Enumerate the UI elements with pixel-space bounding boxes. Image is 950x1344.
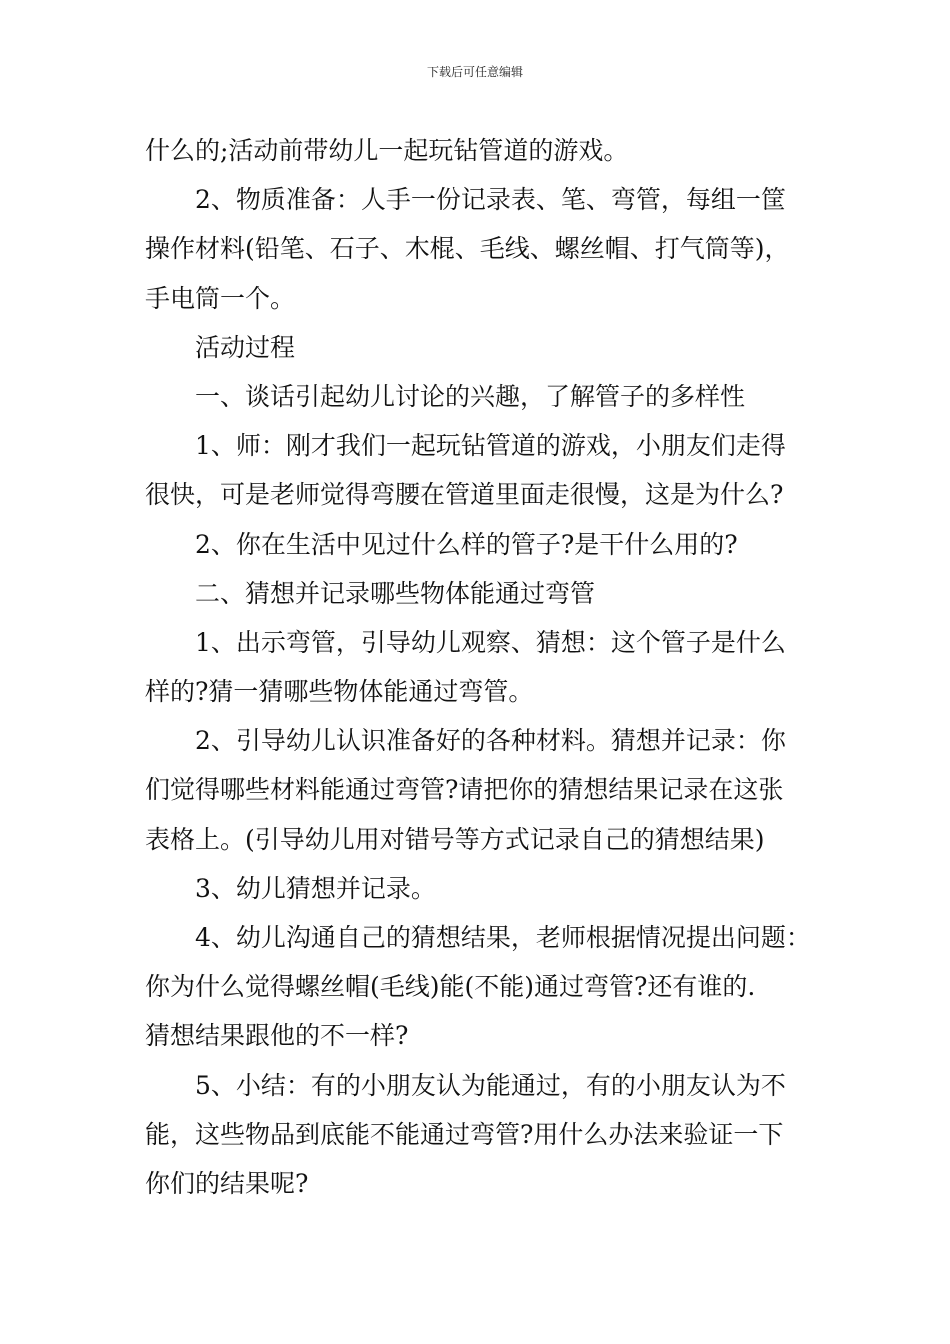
text-line: 猜想结果跟他的不一样? bbox=[145, 1021, 409, 1051]
text-line: 样的?猜一猜哪些物体能通过弯管。 bbox=[145, 677, 534, 707]
section-heading: 活动过程 bbox=[195, 332, 296, 362]
text-line: 4、幼儿沟通自己的猜想结果，老师根据情况提出问题： bbox=[195, 923, 811, 952]
text-line: 操作材料(铅笔、石子、木棍、毛线、螺丝帽、打气筒等)， bbox=[145, 234, 790, 264]
text-line: 你为什么觉得螺丝帽(毛线)能(不能)通过弯管?还有谁的. bbox=[145, 972, 756, 1002]
text-line: 2、物质准备：人手一份记录表、笔、弯管，每组一筐 bbox=[195, 185, 786, 215]
page-header: 下载后可任意编辑 bbox=[426, 65, 523, 79]
section-heading: 二、猜想并记录哪些物体能通过弯管 bbox=[195, 578, 596, 608]
text-line: 2、你在生活中见过什么样的管子?是干什么用的? bbox=[195, 529, 738, 559]
text-line: 1、出示弯管，引导幼儿观察、猜想：这个管子是什么 bbox=[195, 627, 786, 657]
text-line: 你们的结果呢? bbox=[145, 1168, 309, 1198]
text-line: 很快，可是老师觉得弯腰在管道里面走很慢，这是为什么? bbox=[145, 480, 784, 510]
text-line: 1、师：刚才我们一起玩钻管道的游戏，小朋友们走得 bbox=[195, 431, 786, 461]
text-line: 表格上。(引导幼儿用对错号等方式记录自己的猜想结果) bbox=[145, 824, 765, 854]
text-line: 2、引导幼儿认识准备好的各种材料。猜想并记录：你 bbox=[195, 726, 786, 756]
section-heading: 一、谈话引起幼儿讨论的兴趣，了解管子的多样性 bbox=[195, 381, 746, 411]
text-line: 能，这些物品到底能不能通过弯管?用什么办法来验证一下 bbox=[145, 1119, 784, 1149]
document-body bbox=[145, 126, 815, 1208]
text-line: 5、小结：有的小朋友认为能通过，有的小朋友认为不 bbox=[195, 1070, 786, 1100]
text-line: 什么的;活动前带幼儿一起玩钻管道的游戏。 bbox=[145, 136, 629, 165]
text-line: 3、幼儿猜想并记录。 bbox=[195, 873, 436, 903]
text-line: 们觉得哪些材料能通过弯管?请把你的猜想结果记录在这张 bbox=[145, 775, 784, 805]
text-line: 手电筒一个。 bbox=[145, 283, 296, 313]
